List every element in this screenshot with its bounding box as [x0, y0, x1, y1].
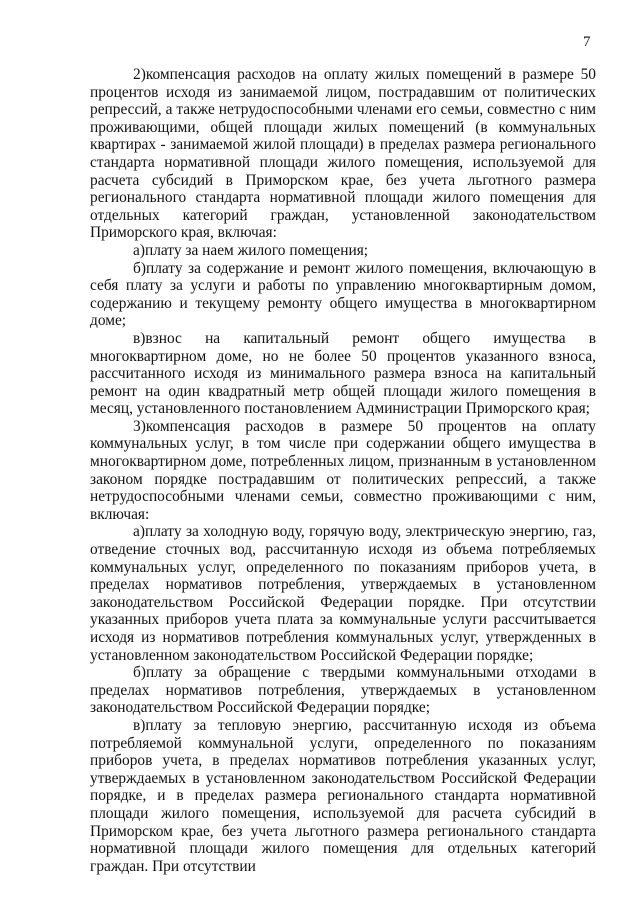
- paragraph: в)взнос на капитальный ремонт общего имущества в многоквартирном доме, но не более 50 процентов указанного взноса, рассчитанного исходя из минимального размера взноса на капитальный ремонт на один квадратный метр общей площади жилого помещения в месяц, установленного постановлением Администрации Приморского края;: [90, 329, 596, 418]
- paragraph: б)плату за содержание и ремонт жилого помещения, включающую в себя плату за услуги и работы по управлению многоквартирным домом, содержанию и текущему ремонту общего имущества в многоквартирном доме;: [90, 259, 596, 330]
- paragraph: 2)компенсация расходов на оплату жилых помещений в размере 50 процентов исходя из занимаемой лицом, пострадавшим от политических репрессий, а также нетрудоспособными членами его семьи, совместно с ним проживающими, общей площади жилых помещений (в коммунальных квартирах - занимаемой жилой площади) в пределах размера регионального стандарта нормативной площади жилого помещения, используемой для расчета субсидий в Приморском крае, без учета льготного размера регионального стандарта нормативной площади жилого помещения для отдельных категорий граждан, установленной законодательством Приморского края, включая:: [90, 66, 596, 242]
- paragraph: а)плату за наем жилого помещения;: [133, 241, 369, 259]
- paragraph: а)плату за холодную воду, горячую воду, электрическую энергию, газ, отведение сточных вод, рассчитанную исходя из объема потребляемых коммунальных услуг, определенного по показаниям приборов учета, в пределах нормативов потребления, утверждаемых в установленном законодательством Российской Федерации порядке. При отсутствии указанных приборов учета плата за коммунальные услуги рассчитывается исходя из нормативов потребления коммунальных услуг, утвержденных в установленном законодательством Российской Федерации порядке;: [90, 523, 596, 664]
- page-number: 7: [583, 34, 591, 50]
- paragraph: 3)компенсация расходов в размере 50 процентов на оплату коммунальных услуг, в том числе при содержании общего имущества в многоквартирном доме, потребленных лицом, признанным в установленном законом порядке пострадавшим от политических репрессий, а также нетрудоспособными членами семьи, совместно проживающими с ним, включая:: [90, 417, 596, 523]
- paragraph: в)плату за тепловую энергию, рассчитанную исходя из объема потребляемой коммунальной услуги, определенного по показаниям приборов учета, в пределах нормативов потребления указанных услуг, утверждаемых в установленном законодательством Российской Федерации порядке, и в пределах размера регионального стандарта нормативной площади жилого помещения, используемой для расчета субсидий в Приморском крае, без учета льготного размера регионального стандарта нормативной площади жилого помещения для отдельных категорий граждан. При отсутствии: [90, 716, 596, 875]
- paragraph: б)плату за обращение с твердыми коммунальными отходами в пределах нормативов потребления, утверждаемых в установленном законодательством Российской Федерации порядке;: [90, 664, 596, 717]
- document-body: [90, 66, 596, 875]
